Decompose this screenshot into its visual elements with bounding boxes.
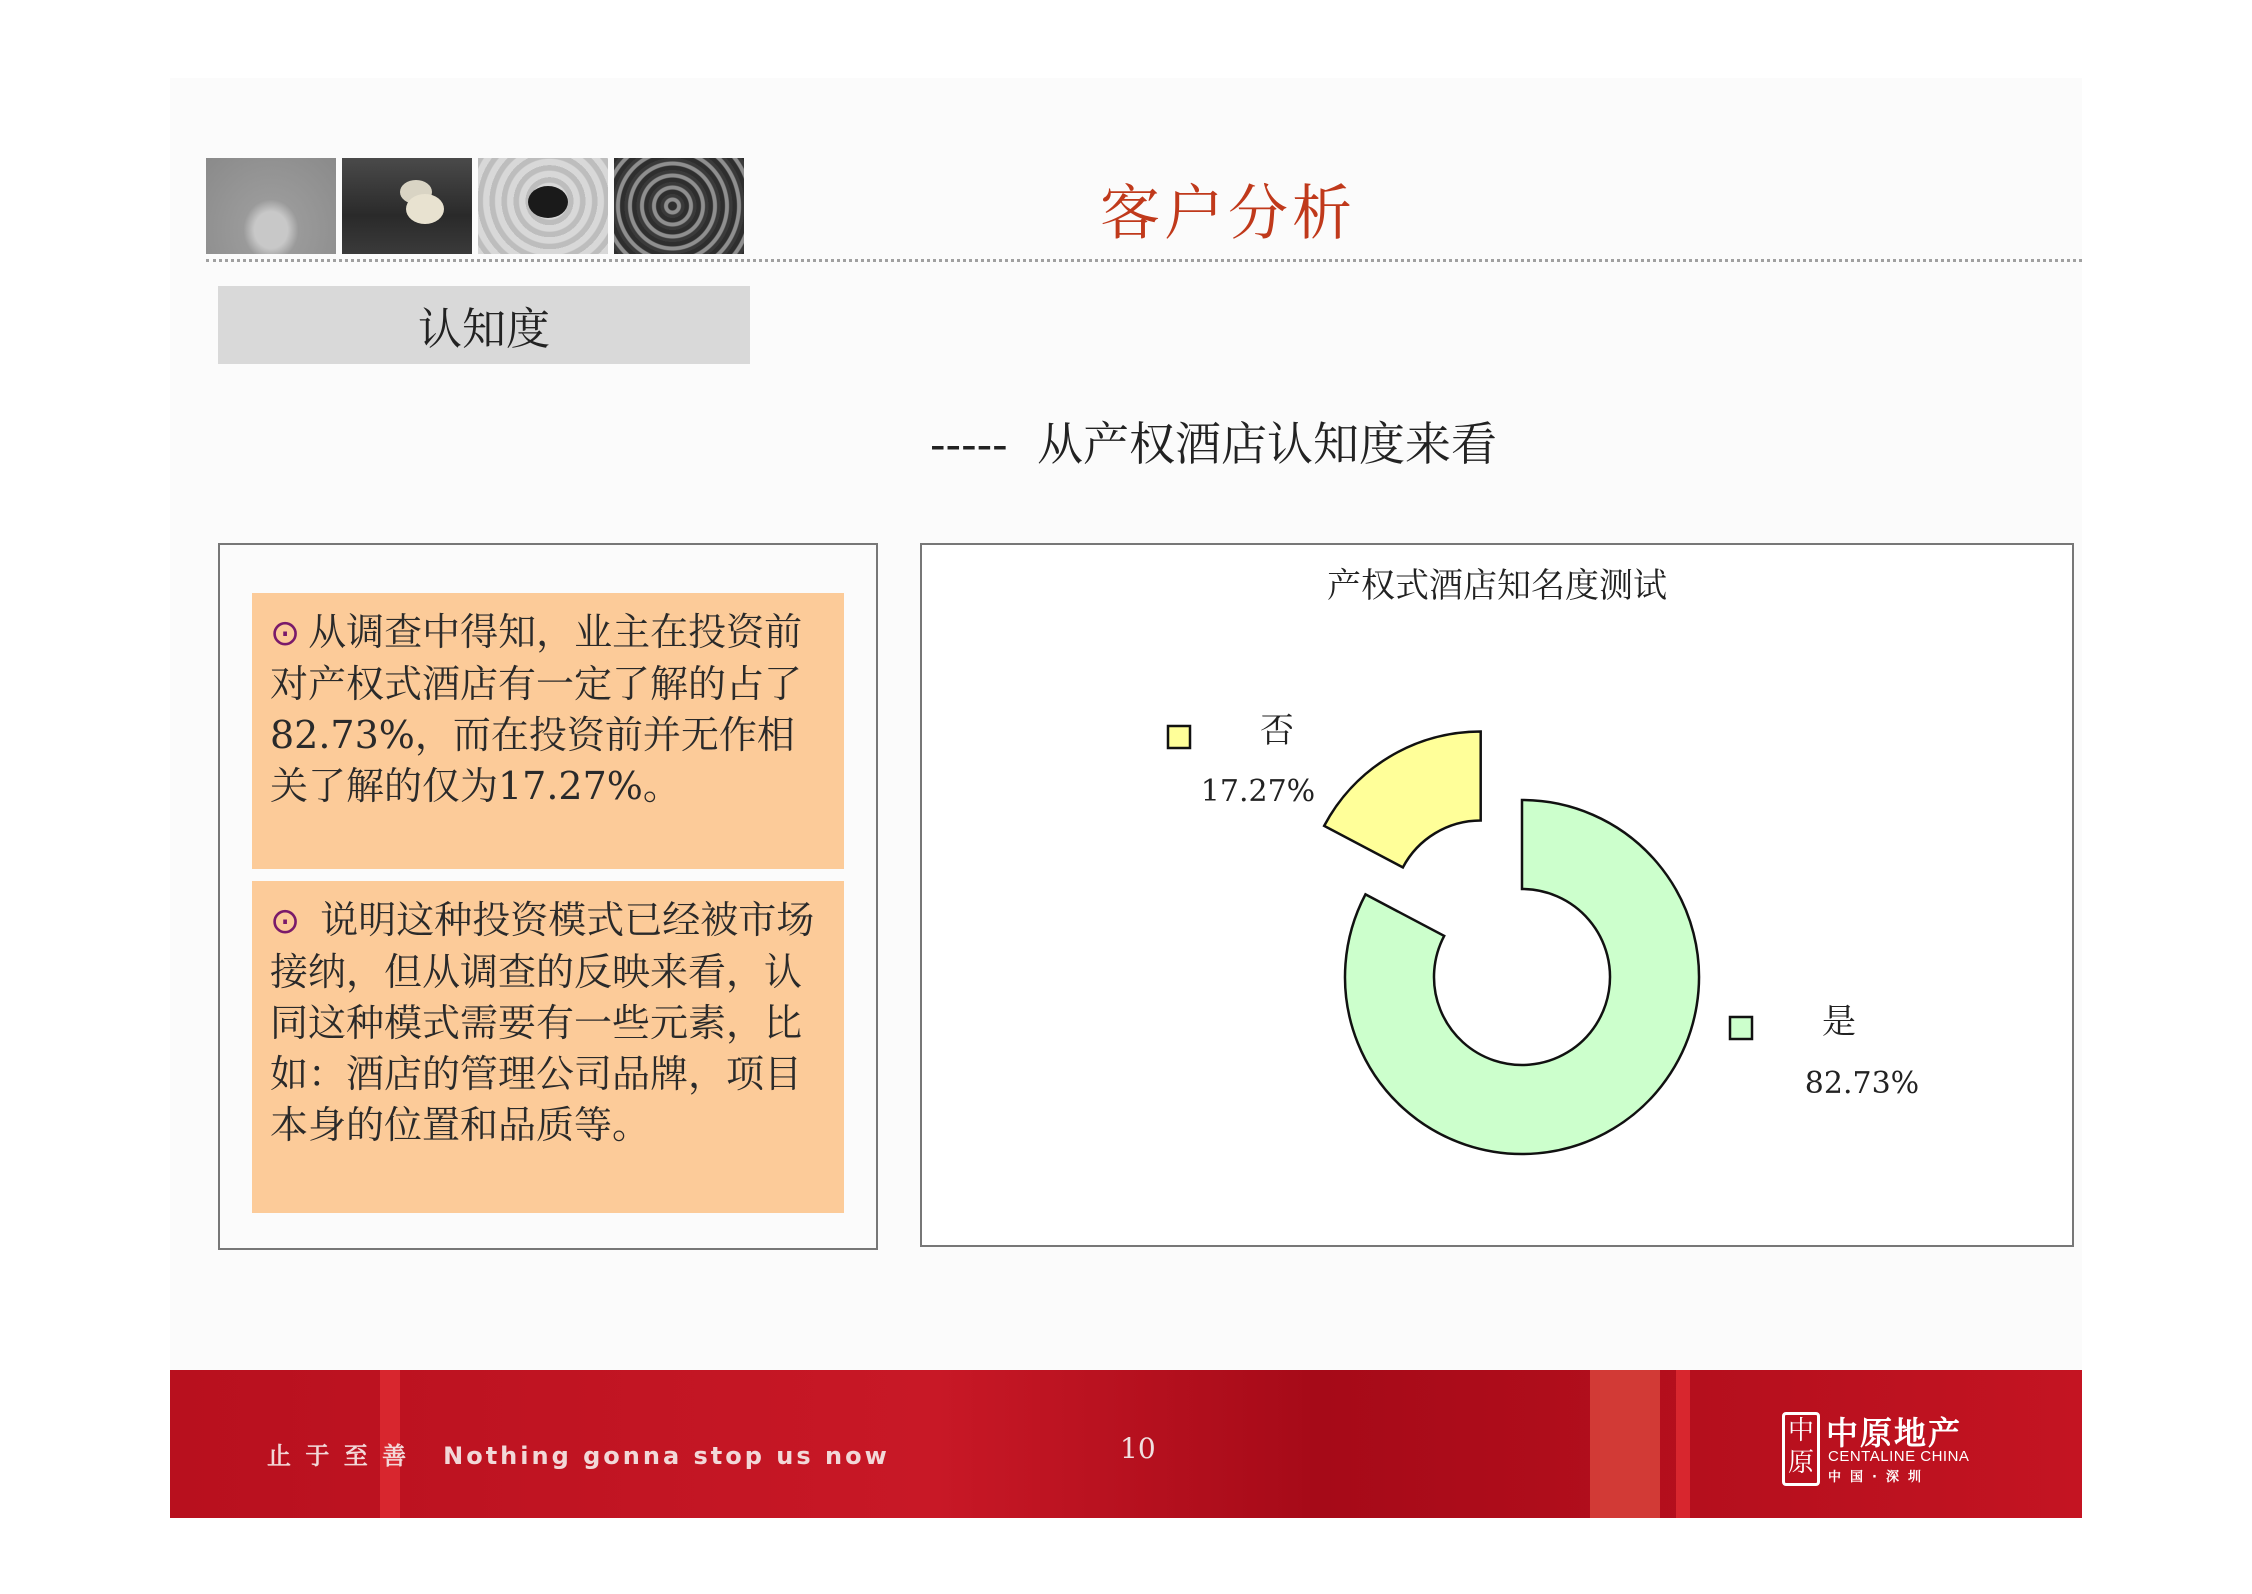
donut-chart bbox=[922, 545, 2072, 1245]
category-label: 是 bbox=[1822, 1002, 1856, 1042]
slice-no bbox=[1324, 731, 1481, 867]
sand-mound-image bbox=[206, 158, 336, 254]
section-subtitle: ----- 从产权酒店认知度来看 bbox=[930, 417, 1497, 471]
note-text: 说明这种投资模式已经被市场接纳，但从调查的反映来看，认同这种模式需要有一些元素，比如：酒店的管理公司品牌，项目本身的位置和品质等。 bbox=[270, 898, 815, 1147]
page-title: 客户分析 bbox=[1100, 179, 1356, 249]
logo-english-name: CENTALINE CHINA bbox=[1828, 1448, 1970, 1465]
page-number: 10 bbox=[1120, 1432, 1156, 1465]
chart-title: 产权式酒店知名度测试 bbox=[1327, 566, 1667, 606]
bullet-icon: ⊙ bbox=[270, 613, 301, 654]
notes-panel bbox=[218, 543, 878, 1250]
footer-bar bbox=[170, 1370, 2082, 1518]
logo-location: 中国·深圳 bbox=[1828, 1470, 1930, 1485]
pebbles-image bbox=[342, 158, 472, 254]
note-card bbox=[252, 881, 844, 1213]
bullet-icon: ⊙ bbox=[270, 901, 301, 942]
section-tag: 认知度 bbox=[218, 286, 750, 364]
legend-swatch bbox=[1168, 726, 1190, 748]
chart-panel bbox=[920, 543, 2074, 1247]
value-label: 17.27% bbox=[1200, 774, 1316, 809]
logo-chinese-name: 中原地产 bbox=[1826, 1414, 1963, 1452]
note-card bbox=[252, 593, 844, 869]
tree-rings-image bbox=[614, 158, 744, 254]
header-image-strip bbox=[206, 158, 746, 254]
company-logo bbox=[1782, 1408, 1982, 1488]
header-divider bbox=[206, 259, 2082, 262]
note-text: 从调查中得知，业主在投资前对产权式酒店有一定了解的占了82.73%，而在投资前并无作相关了解的仅为17.27%。 bbox=[270, 610, 803, 808]
legend-swatch bbox=[1730, 1017, 1752, 1039]
logo-mark: 中原 bbox=[1782, 1412, 1820, 1486]
footer-slogan: 止 于 至 善 Nothing gonna stop us now bbox=[267, 1442, 890, 1470]
black-stone-image bbox=[478, 158, 608, 254]
category-label: 否 bbox=[1260, 711, 1294, 751]
value-label: 82.73% bbox=[1804, 1066, 1920, 1101]
